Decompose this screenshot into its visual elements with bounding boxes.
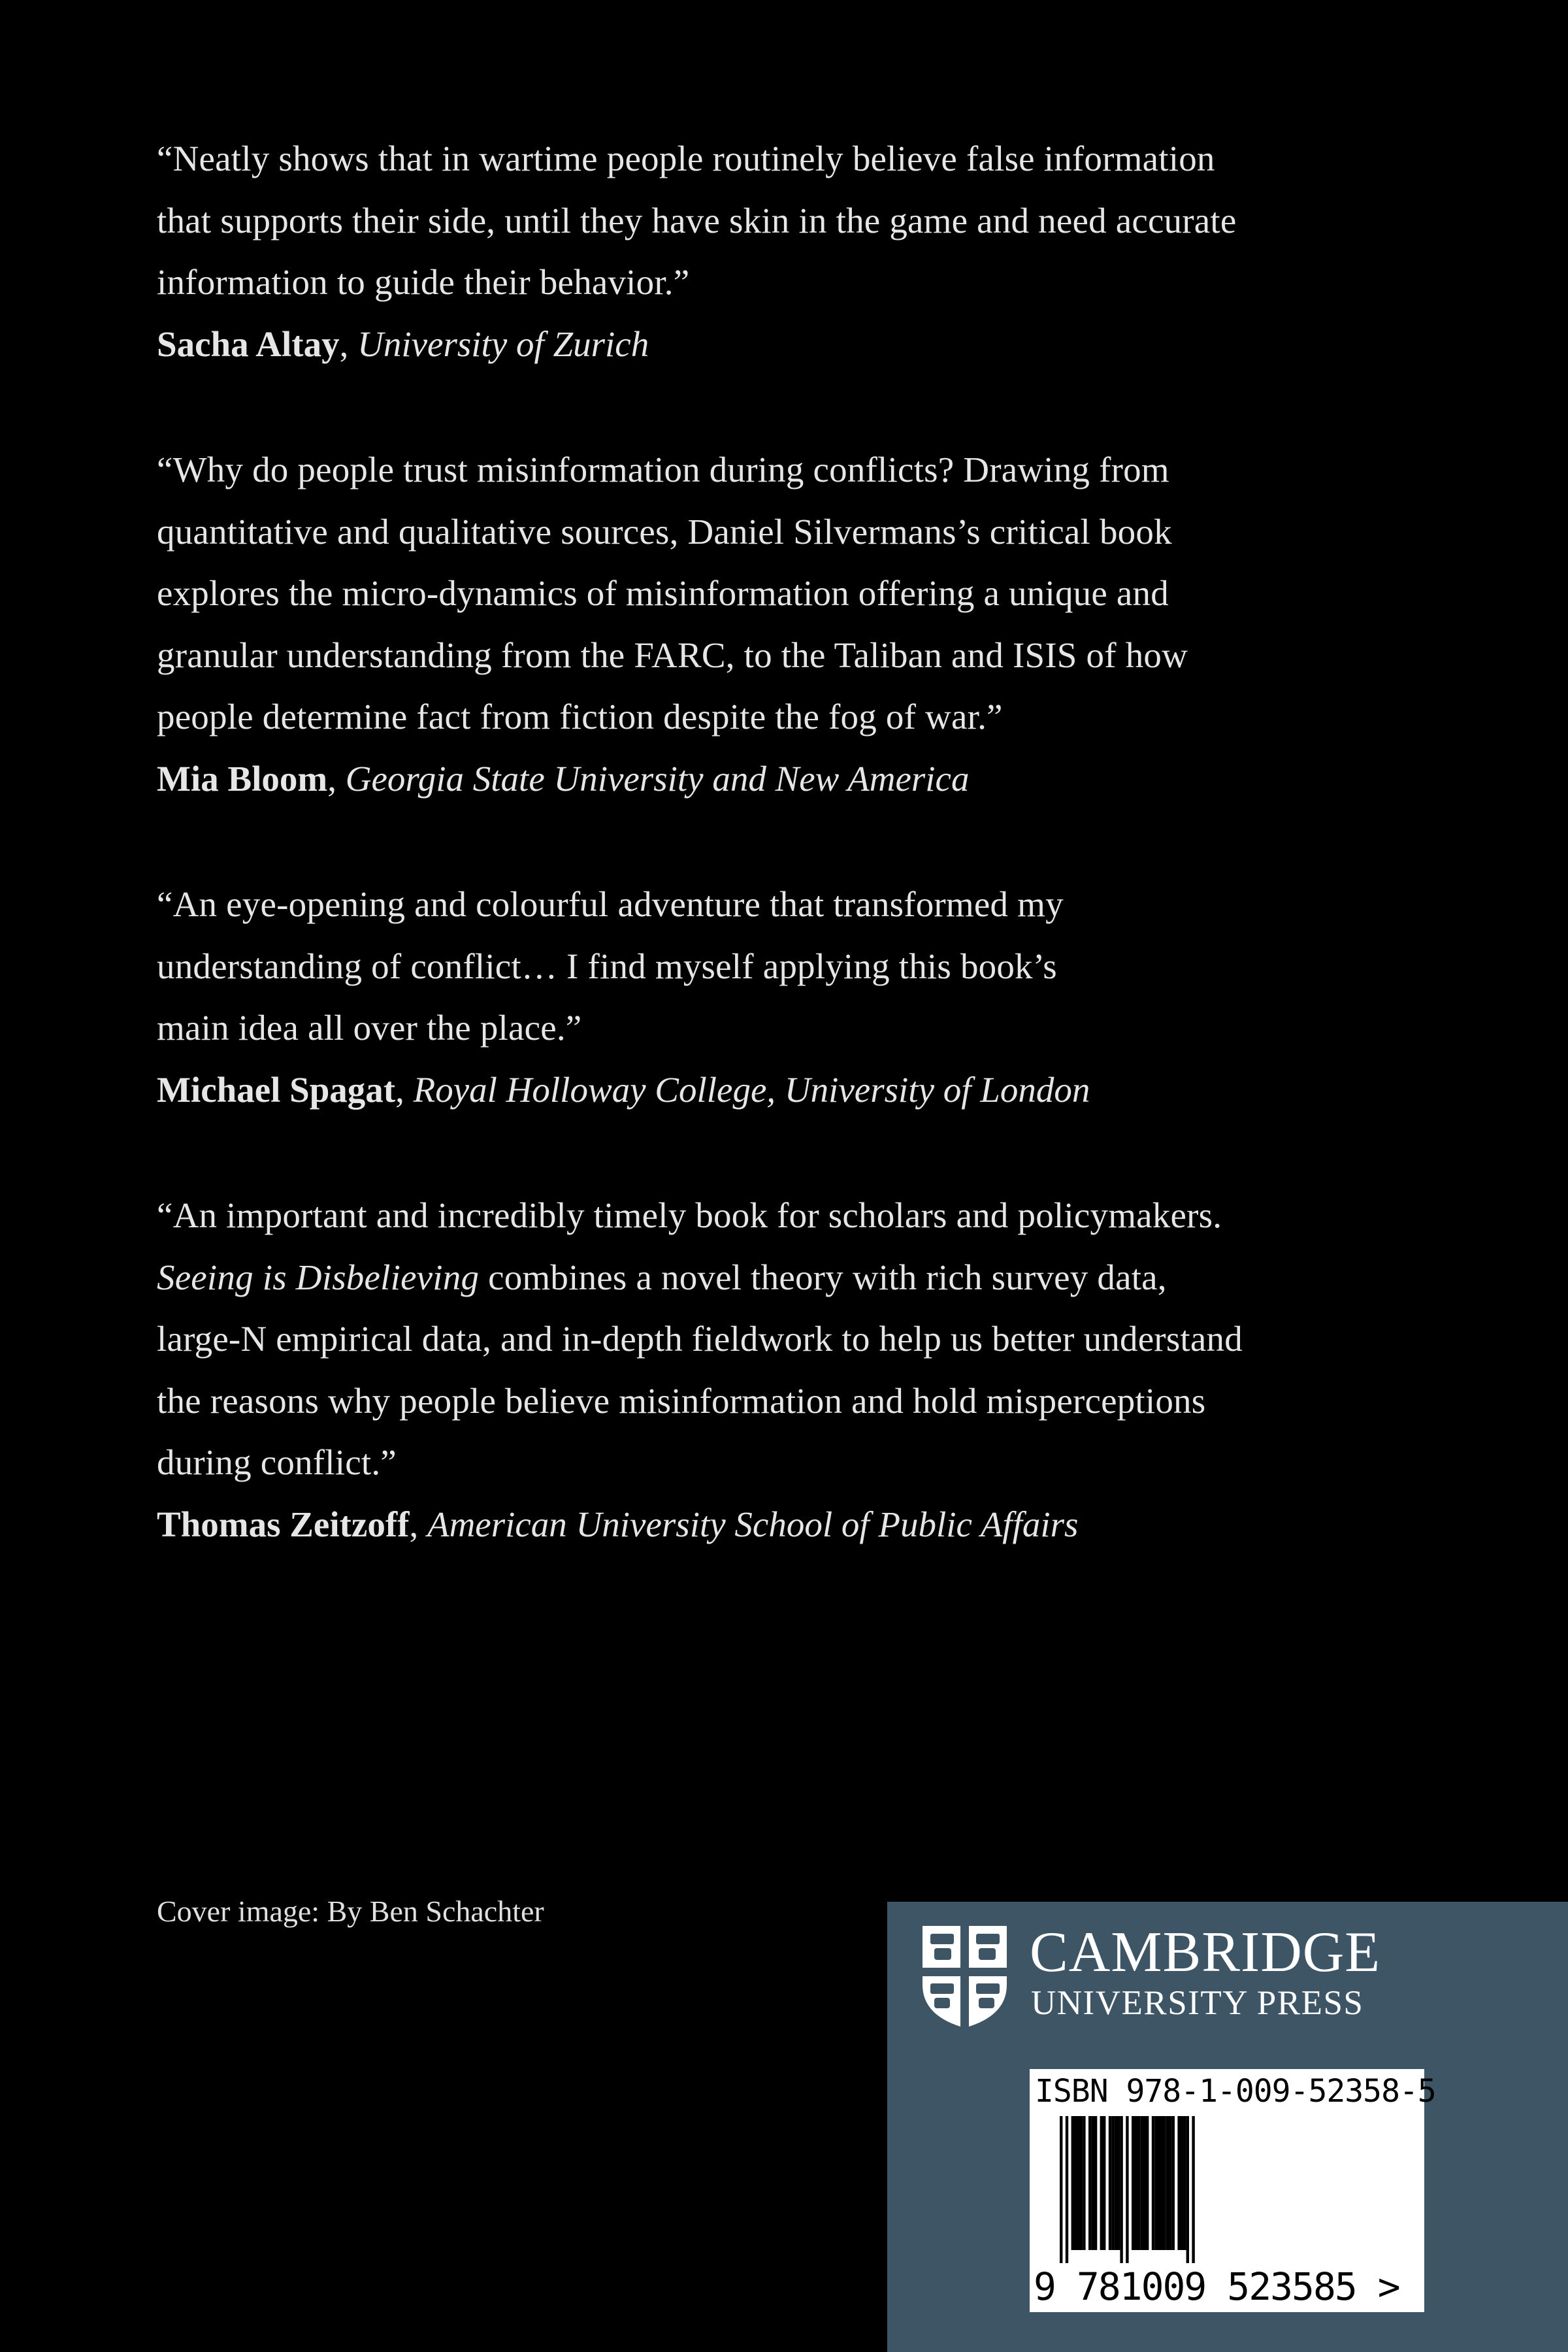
blurb-attribution: [157, 314, 1398, 376]
barcode-bar: [1094, 2116, 1097, 2250]
publisher-name: CAMBRIDGE: [1030, 1921, 1381, 1984]
blurb-attribution: [157, 748, 1398, 810]
barcode-bar: [1192, 2116, 1194, 2263]
book-title: Seeing is Disbelieving: [157, 1257, 480, 1297]
blurb-attribution: [157, 1494, 1398, 1556]
barcode-bar: [1060, 2116, 1062, 2263]
cover-credit: Cover image: By Ben Schachter: [157, 1895, 544, 1928]
blurb-zeitzoff: [157, 1185, 1398, 1555]
quote-line: that supports their side, until they have skin in the game and need accurate: [157, 200, 1237, 240]
blurb-bloom: [157, 439, 1398, 810]
blurb-attribution: [157, 1059, 1398, 1121]
attribution-separator: ,: [395, 1069, 414, 1110]
barcode-bar: [1186, 2116, 1189, 2263]
quote-line: understanding of conflict… I find myself applying this book’s: [157, 946, 1057, 986]
blurb-spagat: [157, 874, 1398, 1121]
barcode-bar: [1146, 2116, 1149, 2250]
barcode-bar: [1126, 2116, 1128, 2263]
quote-line: the reasons why people believe misinformation and hold misperceptions: [157, 1380, 1206, 1421]
reviewer-affiliation: Royal Holloway College, University of London: [413, 1069, 1090, 1110]
quote-line: “An eye-opening and colourful adventure that transformed my: [157, 884, 1064, 924]
quote-line: explores the micro-dynamics of misinformation offering a unique and: [157, 573, 1169, 613]
quote-line: quantitative and qualitative sources, Daniel Silvermans’s critical book: [157, 511, 1172, 552]
barcode-bar: [1140, 2116, 1146, 2250]
barcode-bar: [1152, 2116, 1154, 2250]
attribution-separator: ,: [339, 323, 358, 364]
blurb-altay: [157, 128, 1398, 375]
quote-line: [157, 1247, 1398, 1309]
publisher-panel: [887, 1902, 1568, 2352]
barcode-bar: [1120, 2116, 1122, 2263]
quote-line: large-N empirical data, and in-depth fieldwork to help us better understand: [157, 1319, 1243, 1359]
barcode-bar: [1083, 2116, 1085, 2250]
quote-line: main idea all over the place.”: [157, 1008, 582, 1048]
reviewer-affiliation: American University School of Public Affairs: [427, 1504, 1079, 1544]
blurbs: [157, 128, 1398, 1619]
barcode-bar: [1071, 2116, 1074, 2250]
blurb-quote: [157, 1185, 1398, 1494]
barcode-bar: [1111, 2116, 1114, 2250]
barcode-bar: [1100, 2116, 1103, 2250]
attribution-separator: ,: [409, 1504, 427, 1544]
cambridge-crest-icon: [921, 1925, 1008, 2029]
publisher-subname: UNIVERSITY PRESS: [1031, 1984, 1364, 2022]
barcode-bar: [1088, 2116, 1091, 2250]
barcode-bar: [1109, 2116, 1111, 2250]
reviewer-name: Mia Bloom: [157, 758, 328, 799]
reviewer-name: Sacha Altay: [157, 323, 340, 364]
quote-line: during conflict.”: [157, 1442, 397, 1482]
quote-line: “Neatly shows that in wartime people routinely believe false information: [157, 139, 1215, 178]
barcode-bar: [1166, 2116, 1172, 2250]
quote-line: people determine fact from fiction despite the fog of war.”: [157, 697, 1003, 737]
barcode-bar: [1077, 2116, 1083, 2250]
quote-line: information to guide their behavior.”: [157, 262, 690, 302]
isbn-barcode: [1030, 2069, 1436, 2312]
blurb-quote: [157, 128, 1398, 314]
barcode-bar: [1134, 2116, 1140, 2250]
reviewer-affiliation: University of Zurich: [357, 323, 649, 364]
blurb-quote: [157, 439, 1398, 748]
quote-line: “An important and incredibly timely book for scholars and policymakers.: [157, 1195, 1222, 1235]
attribution-separator: ,: [327, 758, 346, 799]
quote-line: “Why do people trust misinformation during conflicts? Drawing from: [157, 450, 1169, 489]
quote-line-rest: combines a novel theory with rich survey data,: [479, 1257, 1167, 1297]
barcode-bar: [1181, 2116, 1186, 2250]
barcode-bar: [1160, 2116, 1166, 2250]
reviewer-name: Michael Spagat: [157, 1069, 396, 1110]
barcode-bar: [1103, 2116, 1105, 2250]
blurb-quote: [157, 874, 1398, 1059]
barcode-bar: [1066, 2116, 1068, 2263]
reviewer-affiliation: Georgia State University and New America: [345, 758, 970, 799]
ean-digits: 9 781009 523585 >: [1034, 2264, 1399, 2309]
isbn-label: ISBN 978-1-009-52358-5: [1035, 2073, 1436, 2110]
quote-line: granular understanding from the FARC, to the Taliban and ISIS of how: [157, 635, 1188, 675]
barcode-bar: [1115, 2116, 1120, 2250]
reviewer-name: Thomas Zeitzoff: [157, 1504, 410, 1544]
barcode-bars: [1030, 2116, 1424, 2263]
barcode-bar: [1172, 2116, 1175, 2250]
